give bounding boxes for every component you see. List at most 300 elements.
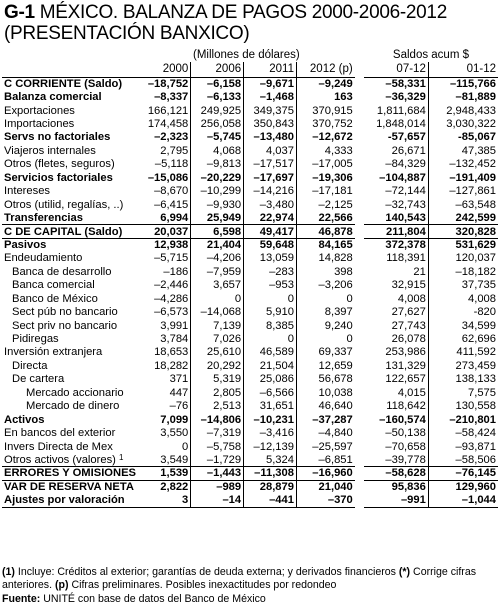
title-main: MÉXICO. BALANZA DE PAGOS 2000-2006-2012 <box>39 2 447 23</box>
row-value: –18,182 <box>428 265 498 278</box>
row-value: 14,828 <box>296 252 354 265</box>
row-value: 62,696 <box>428 332 498 345</box>
row-value: 84,165 <box>296 238 354 251</box>
row-label <box>2 158 138 171</box>
row-value: 0 <box>244 332 297 345</box>
row-value: 129,960 <box>428 480 498 493</box>
row-label-text: Viajeros internales <box>4 144 96 157</box>
row-value: –70,658 <box>385 440 426 453</box>
row-label-text: Pidiregas <box>12 333 59 346</box>
row-value: –1,443 <box>191 467 244 480</box>
row-value: 25,949 <box>191 211 244 224</box>
table-row <box>2 480 498 493</box>
row-value: –2,446 <box>154 279 189 292</box>
row-value: –953 <box>244 279 297 292</box>
row-value: 5,910 <box>244 305 297 318</box>
row-value: 256,058 <box>191 117 244 130</box>
row-value: 95,836 <box>364 480 428 493</box>
row-value: –4,840 <box>296 426 354 439</box>
row-value: –9,930 <box>191 198 244 211</box>
row-value: 3,549 <box>160 453 189 466</box>
row-value: 18,653 <box>154 346 189 359</box>
row-value: –2,323 <box>154 131 189 144</box>
row-value: –39,778 <box>385 453 426 466</box>
row-value: 31,651 <box>244 400 297 413</box>
row-value: –441 <box>244 494 297 507</box>
row-value: -57,657 <box>387 131 426 144</box>
row-value: –20,229 <box>191 171 244 184</box>
row-value: 8,397 <box>296 305 354 318</box>
row-label-text: Sect priv no bancario <box>12 319 118 332</box>
row-value: –989 <box>191 480 244 493</box>
row-value: 46,640 <box>296 400 354 413</box>
row-value: –160,574 <box>379 413 426 426</box>
row-value: –127,861 <box>428 185 498 198</box>
row-value: 13,059 <box>244 252 297 265</box>
row-label-text: Otros (fletes, seguros) <box>4 158 115 171</box>
row-value: 6,598 <box>191 225 244 238</box>
footnote-marker: (*) <box>398 566 411 578</box>
row-label <box>2 386 138 399</box>
row-value: –93,871 <box>428 440 498 453</box>
row-value: –1,729 <box>191 453 244 466</box>
row-label-text: Endeudamiento <box>4 252 83 265</box>
row-value: 12,659 <box>296 359 354 372</box>
row-value: –58,424 <box>428 426 498 439</box>
row-label-text: Banca de desarrollo <box>12 265 112 278</box>
table-row <box>2 104 498 117</box>
table-row <box>2 238 498 251</box>
row-value: 2,948,433 <box>428 104 498 117</box>
row-value: –5,118 <box>154 158 189 171</box>
row-value: 3,550 <box>160 427 189 440</box>
row-value: 27,627 <box>391 306 426 319</box>
row-value: 27,743 <box>391 319 426 332</box>
table-row <box>2 373 498 386</box>
row-value: 4,008 <box>397 292 426 305</box>
table-row <box>2 77 498 90</box>
row-value: –76,145 <box>428 467 498 480</box>
row-value: –12,672 <box>296 131 354 144</box>
row-value: -820 <box>428 305 498 318</box>
row-value: 26,078 <box>391 333 426 346</box>
row-value: –6,566 <box>244 386 297 399</box>
table-row <box>2 305 498 318</box>
row-value: 2,822 <box>138 480 191 493</box>
row-value: 0 <box>296 332 354 345</box>
row-value: 138,133 <box>428 373 498 386</box>
footnote-text: Corrige cifras anteriores. <box>2 566 477 591</box>
row-label-text: Otros (utilid, regalías, ..) <box>4 198 124 211</box>
row-value: –17,181 <box>296 185 354 198</box>
row-label <box>2 440 138 453</box>
row-value: 118,642 <box>386 400 426 413</box>
row-value: 59,648 <box>244 238 297 251</box>
row-value: 320,828 <box>428 225 498 238</box>
row-value: 3,657 <box>191 279 244 292</box>
row-value: –283 <box>244 265 297 278</box>
header-group-accumulated: Saldos acum $ <box>392 48 469 61</box>
row-value: –186 <box>163 265 189 278</box>
table-row <box>2 386 498 399</box>
row-value: 56,678 <box>296 373 354 386</box>
row-value: 0 <box>191 292 244 305</box>
row-value: 372,378 <box>364 238 428 251</box>
title-line-1 <box>4 2 447 23</box>
row-value: 174,458 <box>147 118 189 131</box>
row-value: –36,329 <box>385 91 426 104</box>
row-value: 10,038 <box>296 386 354 399</box>
row-value: –72,144 <box>385 185 426 198</box>
table-row <box>2 252 498 265</box>
row-value: 47,385 <box>428 144 498 157</box>
row-value: –14,068 <box>191 305 244 318</box>
row-value: 4,068 <box>191 144 244 157</box>
row-label <box>2 238 138 251</box>
row-value: 21 <box>413 265 426 278</box>
table-row <box>2 319 498 332</box>
row-value: 28,879 <box>244 480 297 493</box>
row-value: -85,067 <box>428 131 498 144</box>
row-value: 22,566 <box>296 211 354 224</box>
row-value: 273,459 <box>428 359 498 372</box>
row-value: 5,319 <box>191 373 244 386</box>
row-label <box>2 373 138 386</box>
footnote-text: Cifras preliminares. Posibles inexactitudes por redondeo <box>68 579 337 591</box>
row-value: –210,801 <box>428 413 498 426</box>
row-value: –4,206 <box>191 252 244 265</box>
row-value: 69,337 <box>296 346 354 359</box>
table-row <box>2 211 498 224</box>
footnote-text: Incluye: Créditos al exterior; garantías de deuda externa; y derivados financieros <box>14 566 399 578</box>
row-label-text: Servs no factoriales <box>4 131 111 144</box>
row-label <box>2 252 138 265</box>
footnote-marker: (1) <box>2 566 15 578</box>
row-label <box>2 426 138 439</box>
row-value: 140,543 <box>385 211 426 224</box>
row-label <box>2 346 138 359</box>
row-value: 9,240 <box>296 319 354 332</box>
row-value: 21,040 <box>296 480 354 493</box>
row-value: 249,925 <box>191 104 244 117</box>
row-value: 0 <box>244 292 297 305</box>
row-value: 1,848,014 <box>376 118 426 131</box>
row-value: –10,299 <box>191 185 244 198</box>
row-value: –191,409 <box>428 171 498 184</box>
row-label <box>2 198 138 211</box>
row-value: 21,504 <box>244 359 297 372</box>
table-body <box>2 77 498 507</box>
row-value: –37,287 <box>296 413 354 426</box>
row-label-text: Importaciones <box>4 118 75 131</box>
source-label: Fuente: <box>2 593 41 605</box>
row-value: 46,878 <box>296 225 354 238</box>
row-value: –2,125 <box>296 198 354 211</box>
row-label-text: Inversión extranjera <box>4 346 103 359</box>
row-value: –7,319 <box>191 426 244 439</box>
row-label-text: Sect púb no bancario <box>12 306 118 319</box>
row-value: 242,599 <box>428 211 498 224</box>
row-value: –18,752 <box>147 77 189 90</box>
row-label <box>2 279 138 292</box>
row-label-text: Directa <box>12 359 48 372</box>
row-value: 3,784 <box>160 333 189 346</box>
row-label-text: Invers Directa de Mex <box>4 440 113 453</box>
row-value: –58,506 <box>428 453 498 466</box>
row-value: –19,306 <box>296 171 354 184</box>
row-value: –14,806 <box>191 413 244 426</box>
row-label-text: Otros activos (valores) <box>4 453 116 466</box>
row-value: 370,915 <box>296 104 354 117</box>
row-value: –991 <box>364 494 428 507</box>
table-row <box>2 346 498 359</box>
row-label-text: Mercado de dinero <box>26 400 120 413</box>
row-value: –17,005 <box>296 158 354 171</box>
row-value: 32,915 <box>391 279 426 292</box>
row-value: –5,758 <box>191 440 244 453</box>
row-value: –17,697 <box>244 171 297 184</box>
table-row <box>2 185 498 198</box>
row-label-text: Activos <box>4 413 45 426</box>
row-value: 371 <box>169 373 189 386</box>
row-value: 0 <box>182 440 189 453</box>
row-value: 211,804 <box>364 225 428 238</box>
row-label <box>2 305 138 318</box>
row-value: 253,986 <box>385 346 426 359</box>
row-value: –6,851 <box>296 453 354 466</box>
row-label-text: De cartera <box>12 373 65 386</box>
row-value: 531,629 <box>428 238 498 251</box>
row-value: 447 <box>169 386 189 399</box>
row-value: 350,843 <box>244 117 297 130</box>
table-row <box>2 198 498 211</box>
row-value: 131,329 <box>385 359 426 372</box>
row-value: –8,337 <box>154 91 189 104</box>
row-value: 1,811,684 <box>376 104 426 117</box>
row-label <box>2 467 138 480</box>
row-label <box>2 90 138 103</box>
row-label <box>2 211 138 224</box>
row-label <box>2 185 138 198</box>
row-label <box>2 131 138 144</box>
table-row <box>2 453 498 466</box>
row-value: –1,044 <box>428 494 498 507</box>
row-label-text: Intereses <box>4 185 51 198</box>
row-value: –11,308 <box>244 467 297 480</box>
footnote-marker: (p) <box>55 579 69 591</box>
row-value: –58,628 <box>364 467 428 480</box>
row-label-text: ERRORES Y OMISIONES <box>4 467 137 480</box>
row-value: 7,139 <box>191 319 244 332</box>
row-value: 4,015 <box>397 386 426 399</box>
row-value: 166,121 <box>147 104 189 117</box>
row-label-text: VAR DE RESERVA NETA <box>4 481 134 494</box>
row-value: 118,391 <box>386 252 426 265</box>
row-label-text: En bancos del exterior <box>4 427 116 440</box>
row-value: –6,573 <box>154 306 189 319</box>
row-value: –9,249 <box>296 77 354 90</box>
row-label <box>2 144 138 157</box>
row-label <box>2 494 138 507</box>
row-value: 3,030,322 <box>428 117 498 130</box>
table-row <box>2 413 498 426</box>
row-label <box>2 77 138 90</box>
row-value: 22,974 <box>244 211 297 224</box>
table-row <box>2 332 498 345</box>
row-value: –5,715 <box>154 252 189 265</box>
footnote-reference: 1 <box>119 452 124 462</box>
row-label <box>2 104 138 117</box>
row-value: –1,468 <box>244 90 297 103</box>
table-row <box>2 117 498 130</box>
row-label <box>2 359 138 372</box>
row-label <box>2 332 138 345</box>
row-value: –8,670 <box>154 185 189 198</box>
row-value: –4,286 <box>154 292 189 305</box>
row-label-text: Mercado accionario <box>26 386 124 399</box>
row-value: –14 <box>191 494 244 507</box>
row-value: –81,889 <box>428 90 498 103</box>
row-value: 7,099 <box>160 413 189 426</box>
row-label-text: C CORRIENTE (Saldo) <box>4 77 123 90</box>
row-value: –12,139 <box>244 440 297 453</box>
row-value: 2,513 <box>191 400 244 413</box>
row-label-text: Banco de México <box>12 292 98 305</box>
row-label-text: Exportaciones <box>4 104 75 117</box>
table-row <box>2 440 498 453</box>
row-value: 122,657 <box>385 373 426 386</box>
row-value: –15,086 <box>147 171 189 184</box>
row-value: 4,008 <box>428 292 498 305</box>
row-value: –9,813 <box>191 158 244 171</box>
row-label <box>2 225 138 238</box>
row-value: –63,548 <box>428 198 498 211</box>
table-row <box>2 171 498 184</box>
row-value: –16,960 <box>296 467 354 480</box>
row-label <box>2 117 138 130</box>
row-value: 163 <box>296 90 354 103</box>
row-label-text: Servicios factoriales <box>4 171 113 184</box>
column-header: 2000 <box>138 62 191 77</box>
footnotes <box>2 566 498 592</box>
row-value: 25,610 <box>191 346 244 359</box>
row-value: –5,745 <box>191 131 244 144</box>
row-value: 5,324 <box>244 453 297 466</box>
row-value: –6,133 <box>191 90 244 103</box>
row-value: –13,480 <box>244 131 297 144</box>
row-label-text: C DE CAPITAL (Saldo) <box>4 225 123 238</box>
column-header: 01-12 <box>428 62 498 77</box>
header-group-millions: (Millones de dólares) <box>193 48 300 61</box>
row-value: 0 <box>296 292 354 305</box>
row-value: –76 <box>169 400 189 413</box>
column-header: 07-12 <box>364 62 428 77</box>
row-value: 349,375 <box>244 104 297 117</box>
table-row <box>2 400 498 413</box>
row-value: 398 <box>296 265 354 278</box>
row-value: 18,282 <box>154 359 189 372</box>
row-label-text: Balanza comercial <box>4 91 102 104</box>
row-label-text: Banca comercial <box>12 279 95 292</box>
row-label <box>2 292 138 305</box>
row-value: 8,385 <box>244 319 297 332</box>
row-value: 12,938 <box>138 238 191 251</box>
row-value: 20,292 <box>191 359 244 372</box>
row-value: –84,329 <box>385 158 426 171</box>
row-label <box>2 453 138 466</box>
title-line-2: (PRESENTACIÓN BANXICO) <box>4 23 250 44</box>
header-group-row <box>2 47 498 62</box>
source-note <box>2 593 266 606</box>
row-value: 46,589 <box>244 346 297 359</box>
row-label <box>2 265 138 278</box>
source-text: UNITÉ con base de datos del Banco de México <box>40 593 266 605</box>
row-value: 20,037 <box>138 225 191 238</box>
table-row <box>2 494 498 507</box>
row-value: –50,138 <box>385 427 426 440</box>
row-value: 49,417 <box>244 225 297 238</box>
row-value: –115,766 <box>428 77 498 90</box>
figure-code: G-1 <box>4 2 35 23</box>
table-row <box>2 265 498 278</box>
row-value: –7,959 <box>191 265 244 278</box>
row-value: –25,597 <box>296 440 354 453</box>
row-value: 411,592 <box>428 346 498 359</box>
row-value: –370 <box>296 494 354 507</box>
row-value: –58,331 <box>385 77 426 90</box>
row-value: 3 <box>138 494 191 507</box>
row-value: –3,480 <box>244 198 297 211</box>
table-row <box>2 359 498 372</box>
row-value: 6,994 <box>160 211 189 224</box>
row-value: 120,037 <box>428 252 498 265</box>
row-value: –32,743 <box>385 198 426 211</box>
row-value: –9,671 <box>244 77 297 90</box>
row-value: –10,231 <box>244 413 297 426</box>
row-value: 7,026 <box>191 332 244 345</box>
row-value: 2,805 <box>191 386 244 399</box>
table-row <box>2 426 498 439</box>
row-value: 1,539 <box>138 467 191 480</box>
row-label <box>2 400 138 413</box>
row-value: –3,206 <box>296 279 354 292</box>
row-label <box>2 413 138 426</box>
row-value: 26,671 <box>391 144 426 157</box>
row-value: 7,575 <box>428 386 498 399</box>
table-row <box>2 467 498 480</box>
row-value: –6,415 <box>154 198 189 211</box>
row-label-text: Ajustes por valoración <box>4 494 125 507</box>
page-title <box>4 2 498 44</box>
table-row <box>2 225 498 238</box>
row-value: 34,599 <box>428 319 498 332</box>
table-row <box>2 144 498 157</box>
row-label <box>2 480 138 493</box>
row-label-text: Transferencias <box>4 211 83 224</box>
table-row <box>2 90 498 103</box>
row-label <box>2 319 138 332</box>
table-row <box>2 292 498 305</box>
row-value: 21,404 <box>191 238 244 251</box>
row-value: 2,795 <box>160 144 189 157</box>
table-row <box>2 131 498 144</box>
column-header: 2006 <box>191 62 244 77</box>
row-value: 4,333 <box>296 144 354 157</box>
table-row <box>2 279 498 292</box>
row-value: –14,216 <box>244 185 297 198</box>
row-value: 37,735 <box>428 279 498 292</box>
row-value: –3,416 <box>244 426 297 439</box>
